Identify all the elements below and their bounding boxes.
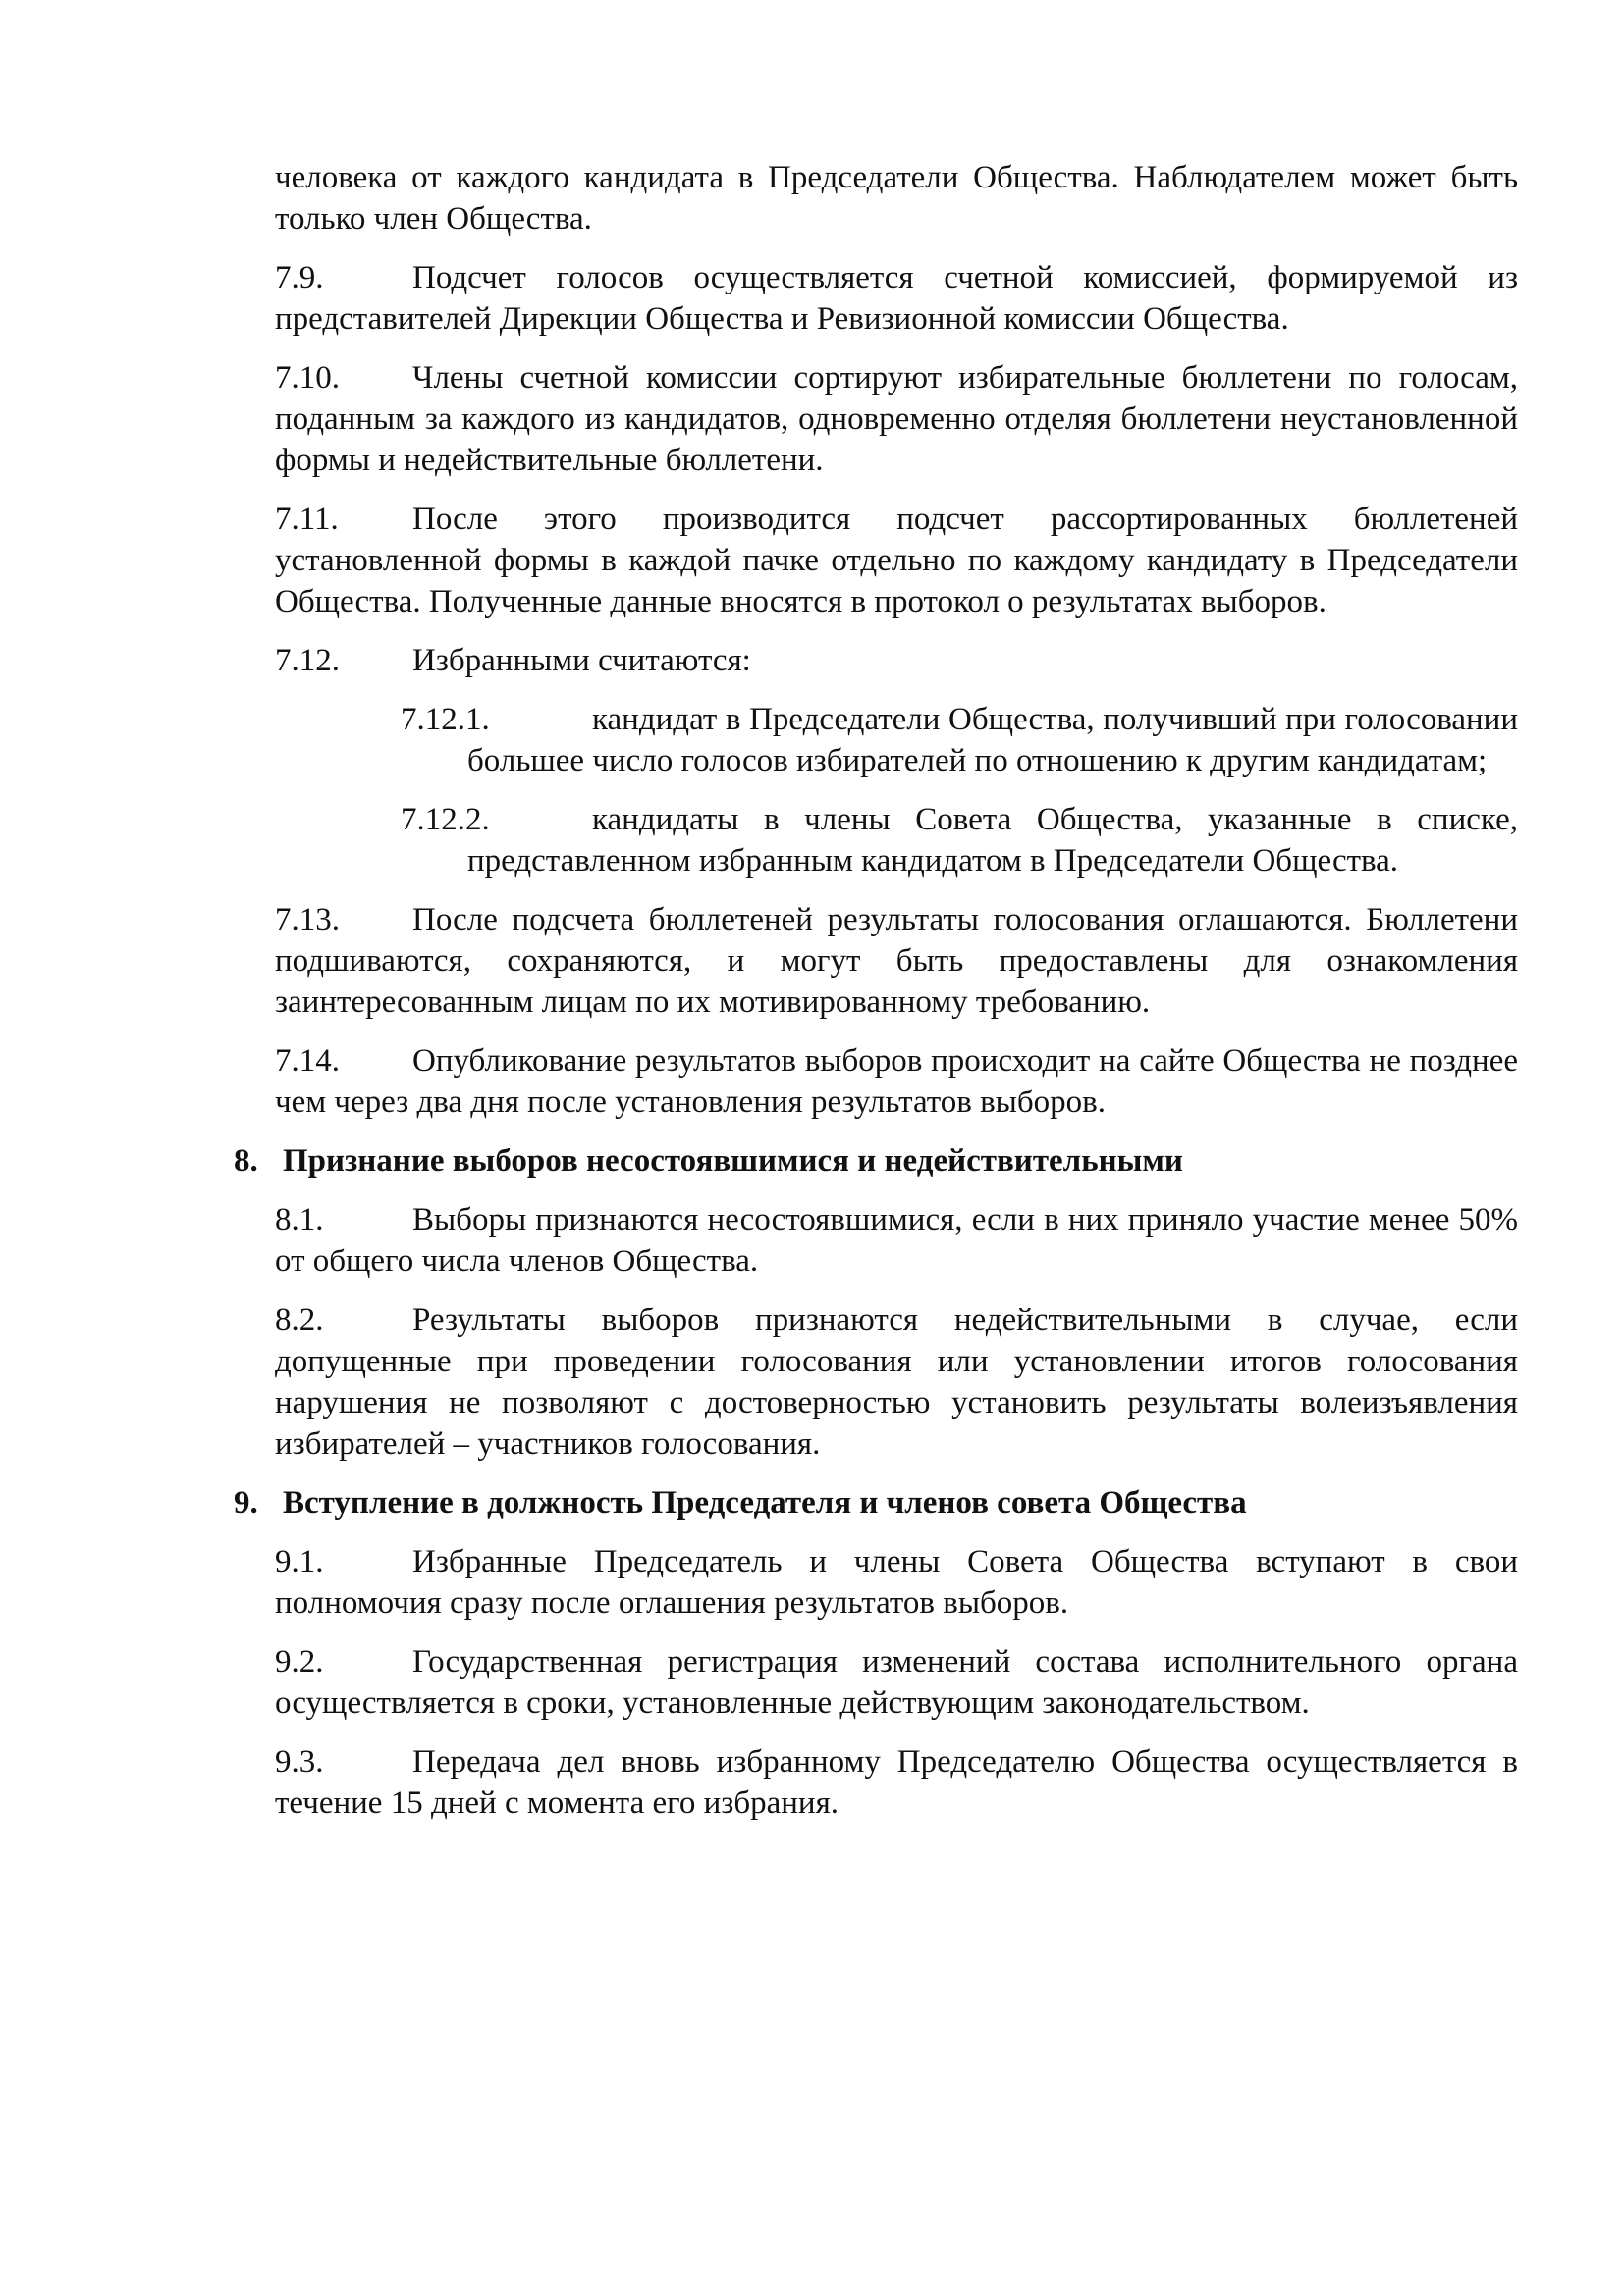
clause-text: После подсчета бюллетеней результаты голосования оглашаются. Бюллетени подшиваются, сохраняются, и могут быть предоставлены для ознакомления заинтересованным лицам по их мотивированному требованию. [275, 902, 1518, 1020]
clause-7-14 [275, 1041, 1518, 1123]
clause-number: 7.10. [275, 360, 340, 396]
clause-text: Выборы признаются несостоявшимися, если в них приняло участие менее 50% от общего числа членов Общества. [275, 1202, 1518, 1279]
clause-7-12-1 [401, 699, 1518, 781]
clause-number: 7.13. [275, 902, 340, 937]
intro-paragraph: человека от каждого кандидата в Председатели Общества. Наблюдателем может быть только член Общества. [275, 160, 1518, 237]
clause-number: 9.3. [275, 1744, 324, 1780]
clause-text: Избранными считаются: [412, 643, 751, 678]
clause-text: После этого производится подсчет рассортированных бюллетеней установленной формы в каждой пачке отдельно по каждому кандидату в Председатели Общества. Полученные данные вносятся в протокол о результатах выборов. [275, 502, 1518, 619]
clause-number: 9.1. [275, 1544, 324, 1579]
clause-text: Избранные Председатель и члены Совета Общества вступают в свои полномочия сразу после оглашения результатов выборов. [275, 1544, 1518, 1621]
clause-number: 8.2. [275, 1303, 324, 1338]
section-number: 8. [234, 1144, 258, 1179]
clause-7-9 [275, 257, 1518, 340]
clause-8-1 [275, 1200, 1518, 1282]
clause-number: 7.9. [275, 260, 324, 295]
clause-text: кандидаты в члены Совета Общества, указанные в списке, представленном избранным кандидатом в Председатели Общества. [467, 802, 1518, 879]
section-8-heading [234, 1141, 1518, 1182]
section-title: Вступление в должность Председателя и членов совета Общества [283, 1485, 1247, 1521]
clause-7-13 [275, 899, 1518, 1023]
clause-number: 9.2. [275, 1644, 324, 1680]
clause-9-2 [275, 1641, 1518, 1724]
clause-number: 8.1. [275, 1202, 324, 1238]
sub-clauses [401, 699, 1518, 881]
clause-7-12 [275, 640, 1518, 681]
section-number: 9. [234, 1485, 258, 1521]
clause-text: Опубликование результатов выборов происходит на сайте Общества не позднее чем через два дня после установления результатов выборов. [275, 1043, 1518, 1120]
section-9-heading [234, 1482, 1518, 1523]
clause-number: 7.12.2. [401, 802, 490, 837]
clause-number: 7.11. [275, 502, 339, 537]
clause-text: Государственная регистрация изменений состава исполнительного органа осуществляется в сроки, установленные действующим законодательством. [275, 1644, 1518, 1721]
clause-text: Передача дел вновь избранному Председателю Общества осуществляется в течение 15 дней с момента его избрания. [275, 1744, 1518, 1821]
clause-text: кандидат в Председатели Общества, получивший при голосовании большее число голосов избирателей по отношению к другим кандидатам; [467, 702, 1518, 778]
clause-9-1 [275, 1541, 1518, 1624]
clause-number: 7.14. [275, 1043, 340, 1079]
clause-text: Результаты выборов признаются недействительными в случае, если допущенные при проведении голосования или установлении итогов голосования нарушения не позволяют с достоверностью установить результаты волеизъявления избирателей – участников голосования. [275, 1303, 1518, 1462]
document-page [234, 157, 1518, 1842]
clause-text: Члены счетной комиссии сортируют избирательные бюллетени по голосам, поданным за каждого из кандидатов, одновременно отделяя бюллетени неустановленной формы и недействительные бюллетени. [275, 360, 1518, 478]
clause-7-11 [275, 499, 1518, 622]
clause-8-2 [275, 1300, 1518, 1465]
section-title: Признание выборов несостоявшимися и недействительными [283, 1144, 1183, 1179]
clause-number: 7.12.1. [401, 702, 490, 737]
clause-9-3 [275, 1741, 1518, 1824]
clause-text: Подсчет голосов осуществляется счетной комиссией, формируемой из представителей Дирекции Общества и Ревизионной комиссии Общества. [275, 260, 1518, 337]
clause-7-12-2 [401, 799, 1518, 881]
clause-number: 7.12. [275, 643, 340, 678]
clause-7-10 [275, 357, 1518, 481]
